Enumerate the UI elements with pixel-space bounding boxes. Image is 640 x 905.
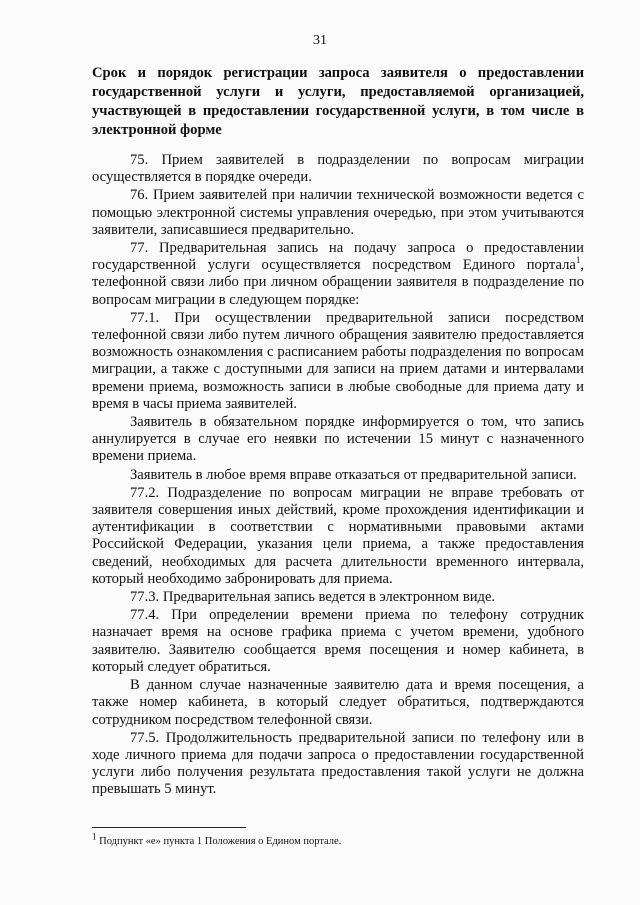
paragraph-77-5: 77.5. Продолжительность предварительной записи по телефону или в ходе личного приема для подачи запроса о предоставлении государственной услуги либо получения результата предоставления такой услуги не должна превышать 5 минут. (92, 729, 584, 798)
footnote-reference: 1 (575, 255, 581, 266)
paragraph-77-1: 77.1. При осуществлении предварительной записи посредством телефонной связи либо путем личного обращения заявителю предоставляется возможность ознакомления с расписанием работы подразделения по вопросам миграции, а также с доступными для записи на прием датами и интервалами времени приема, возможность записи в любые свободные для приема дату и время в часы приема заявителей. (92, 309, 584, 412)
paragraph-76: 76. Прием заявителей при наличии технической возможности ведется с помощью электронной системы управления очередью, при этом учитываются заявители, записавшиеся предварительно. (92, 187, 584, 238)
page-number: 31 (313, 33, 327, 48)
footnote-marker: 1 (92, 831, 97, 842)
paragraph-77-text: 77. Предварительная запись на подачу запроса о предоставлении государственной услуги осуществляется посредством Единого портала (92, 240, 584, 274)
paragraph-77-1-note-b: Заявитель в любое время вправе отказаться от предварительной записи. (130, 466, 577, 483)
footnote (92, 831, 584, 848)
paragraph-77-4-note: В данном случае назначенные заявителю дата и время посещения, а также номер кабинета, в который следует обратиться, подтверждаются сотрудником посредством телефонной связи. (92, 677, 584, 728)
footnote-separator (92, 827, 246, 828)
paragraph-77-4: 77.4. При определении времени приема по телефону сотрудник назначает время на основе графика приема с учетом времени, удобного заявителю. Заявителю сообщается время посещения и номер кабинета, в который следует обратиться. (92, 607, 584, 675)
paragraph-77 (92, 240, 584, 309)
paragraph-77-1-note-a: Заявитель в обязательном порядке информируется о том, что запись аннулируется в случае его неявки по истечении 15 минут с назначенного времени приема. (92, 414, 584, 465)
section-heading: Срок и порядок регистрации запроса заявителя о предоставлении государственной услуги и услуги, предоставляемой организацией, участвующей в предоставлении государственной услуги, в том числе в электронной форме (92, 65, 584, 138)
footnote-text: Подпункт «е» пункта 1 Положения о Едином портале. (96, 836, 342, 847)
paragraph-77-3: 77.3. Предварительная запись ведется в электронном виде. (130, 589, 496, 606)
document-body (92, 152, 584, 799)
paragraph-75: 75. Прием заявителей в подразделении по вопросам миграции осуществляется в порядке очереди. (92, 152, 584, 186)
paragraph-77-tail: , телефонной связи либо при личном обращении заявителя в подразделение по вопросам миграции в следующем порядке: (92, 257, 584, 308)
paragraph-77-2: 77.2. Подразделение по вопросам миграции не вправе требовать от заявителя совершения иных действий, кроме прохождения идентификации и аутентификации в соответствии с нормативными правовыми актами Российской Федерации, указания цели приема, а также предоставления сведений, необходимых для расчета длительности временного интервала, который необходимо забронировать для приема. (92, 484, 584, 587)
